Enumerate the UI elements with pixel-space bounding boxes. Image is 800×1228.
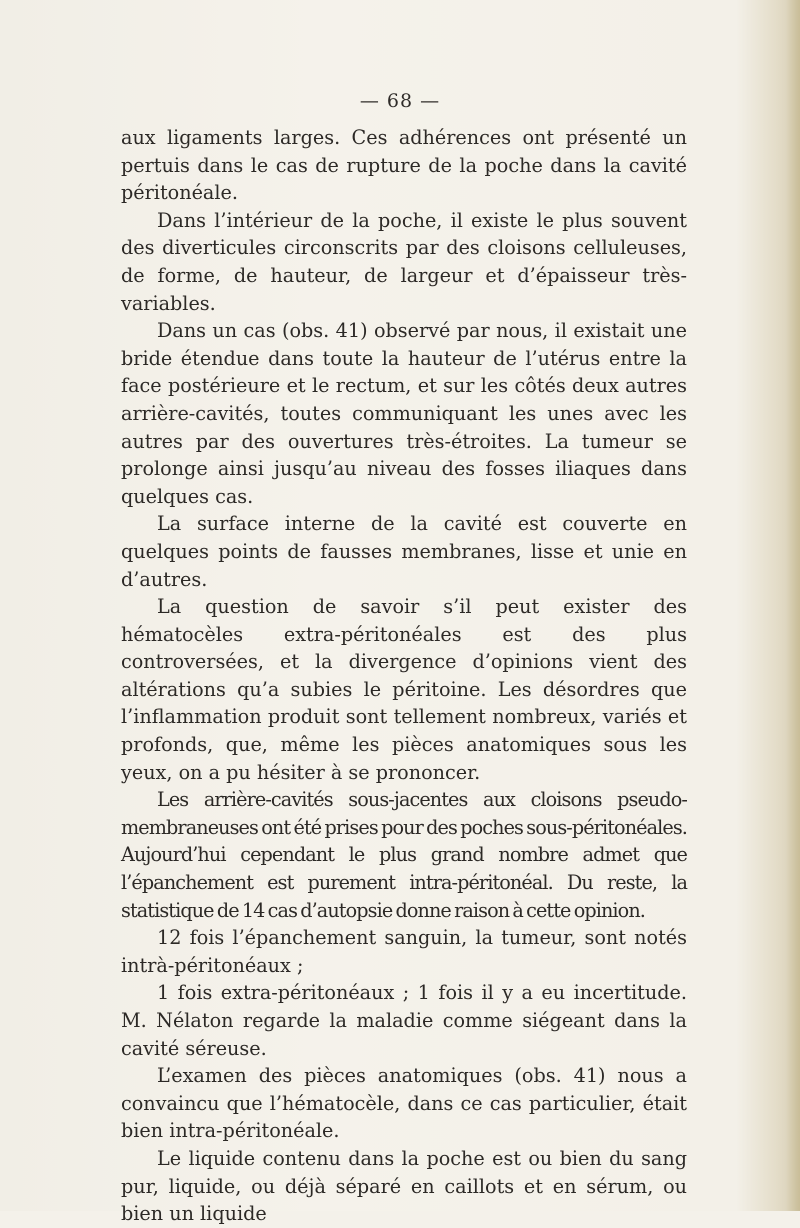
paragraph-3: Dans un cas (obs. 41) observé par nous, il existait une bride étendue dans toute la hauteur de l’utérus entre la face postérieure et le rectum, et sur les côtés deux autres arrière-cavités, toutes communiquant les unes avec les autres par des ouvertures très-étroites. La tumeur se prolonge ainsi jusqu’au niveau des fosses iliaques dans quelques cas.: [121, 319, 687, 508]
body-text: [121, 124, 687, 1228]
paragraph-1: aux ligaments larges. Ces adhérences ont présenté un pertuis dans le cas de rupture de la poche dans la cavité péritonéale.: [121, 126, 687, 205]
paragraph-7: 12 fois l’épanchement sanguin, la tumeur, sont notés intrà-péritonéaux ;: [121, 926, 687, 977]
paragraph-10: Le liquide contenu dans la poche est ou bien du sang pur, liquide, ou déjà séparé en caillots et en sérum, ou bien un liquide: [121, 1146, 687, 1226]
paragraph-2: Dans l’intérieur de la poche, il existe le plus souvent des diverticules circonscrits par des cloisons celluleuses, de forme, de hauteur, de largeur et d’épaisseur très-variables.: [121, 208, 687, 315]
page-edge-shadow: [786, 0, 800, 1211]
paragraph-4: La surface interne de la cavité est couverte en quelques points de fausses membranes, lisse et unie en d’autres.: [121, 512, 687, 591]
paragraph-8: 1 fois extra-péritonéaux ; 1 fois il y a eu incertitude. M. Nélaton regarde la maladie comme siégeant dans la cavité séreuse.: [121, 981, 687, 1060]
paragraph-5: La question de savoir s’il peut exister des hématocèles extra-péritonéales est des plus controversées, et la divergence d’opinions vient des altérations qu’a subies le péritoine. Les désordres que l’inflammation produit sont tellement nombreux, variés et profonds, que, même les pièces anatomiques sous les yeux, on a pu hésiter à se prononcer.: [121, 595, 687, 784]
paragraph-9: L’examen des pièces anatomiques (obs. 41) nous a convaincu que l’hématocèle, dans ce cas particulier, était bien intra-péritonéale.: [121, 1064, 687, 1143]
page-number: — 68 —: [359, 90, 441, 112]
paragraph-6: Les arrière-cavités sous-jacentes aux cloisons pseudo-membraneuses ont été prises pour des poches sous-péritonéales. Aujourd’hui cependant le plus grand nombre admet que l’épanchement est purement intra-péritonéal. Du reste, la statistique de 14 cas d’autopsie donne raison à cette opinion.: [121, 788, 687, 922]
